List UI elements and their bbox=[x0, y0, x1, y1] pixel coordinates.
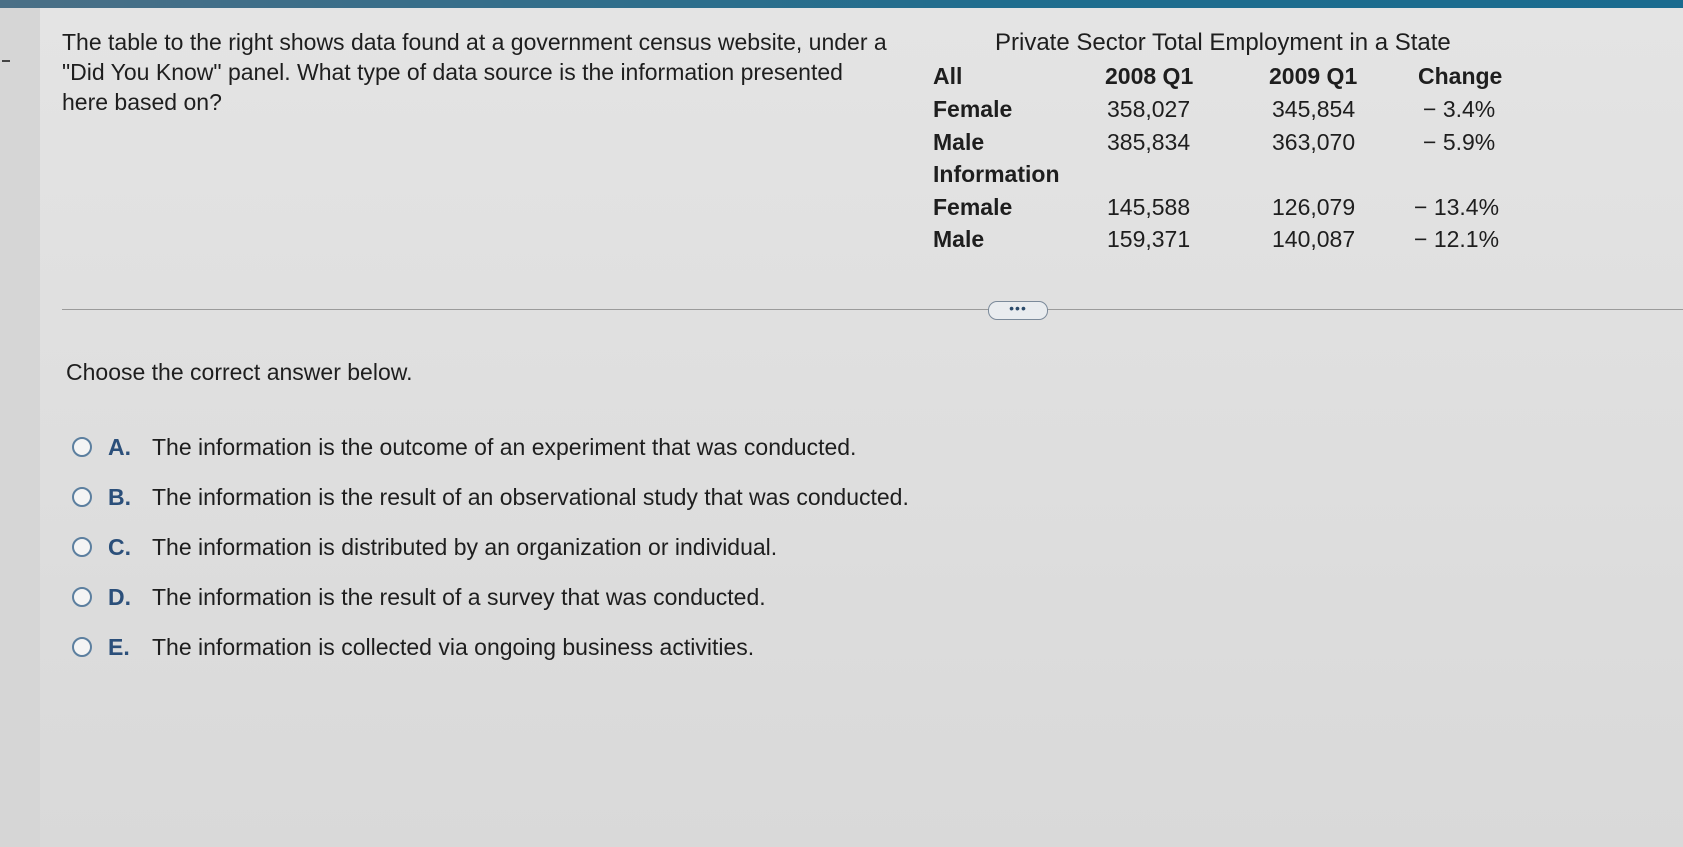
row-label: Female bbox=[933, 96, 1013, 122]
answer-option-c[interactable] bbox=[70, 532, 970, 566]
option-letter: E. bbox=[108, 634, 130, 660]
left-panel-edge bbox=[0, 8, 40, 847]
option-letter: D. bbox=[108, 584, 131, 610]
option-text[interactable]: The information is the result of an observational study that was conducted. bbox=[152, 484, 909, 510]
option-text[interactable]: The information is collected via ongoing business activities. bbox=[152, 634, 755, 660]
radio-button[interactable] bbox=[72, 537, 92, 557]
cell-2008q1: 385,834 bbox=[1107, 129, 1191, 155]
table-header-row bbox=[933, 60, 1533, 92]
cell-change: − 3.4% bbox=[1423, 96, 1496, 122]
left-edge-mark bbox=[2, 60, 10, 62]
radio-button[interactable] bbox=[72, 637, 92, 657]
answer-prompt: Choose the correct answer below. bbox=[66, 359, 413, 385]
cell-2009q1: 126,079 bbox=[1272, 194, 1356, 220]
option-letter: B. bbox=[108, 484, 131, 510]
cell-2008q1: 159,371 bbox=[1107, 226, 1191, 252]
table-title: Private Sector Total Employment in a State bbox=[995, 29, 1451, 56]
top-accent-bar bbox=[0, 0, 1683, 8]
section-divider bbox=[62, 309, 1683, 310]
table-row bbox=[933, 191, 1533, 223]
row-label: Female bbox=[933, 194, 1013, 220]
answer-option-d[interactable] bbox=[70, 582, 970, 616]
cell-2009q1: 140,087 bbox=[1272, 226, 1356, 252]
answer-option-e[interactable] bbox=[70, 632, 970, 666]
question-text: The table to the right shows data found at a government census website, under a "Did You Know" panel. What type of data source is the information presented here based on? bbox=[62, 29, 887, 115]
table-row bbox=[933, 93, 1533, 125]
answer-option-a[interactable] bbox=[70, 432, 970, 466]
cell-change: − 12.1% bbox=[1414, 226, 1500, 252]
radio-button[interactable] bbox=[72, 587, 92, 607]
cell-2009q1: 345,854 bbox=[1272, 96, 1356, 122]
radio-button[interactable] bbox=[72, 437, 92, 457]
header-2009q1: 2009 Q1 bbox=[1269, 63, 1358, 89]
option-text[interactable]: The information is the result of a survey that was conducted. bbox=[152, 584, 766, 610]
table-row bbox=[933, 126, 1533, 158]
table-row bbox=[933, 158, 1533, 190]
option-letter: C. bbox=[108, 534, 131, 560]
row-label: Male bbox=[933, 129, 985, 155]
cell-2008q1: 145,588 bbox=[1107, 194, 1191, 220]
cell-change: − 5.9% bbox=[1423, 129, 1496, 155]
header-2008q1: 2008 Q1 bbox=[1105, 63, 1194, 89]
header-all: All bbox=[933, 63, 963, 89]
option-letter: A. bbox=[108, 434, 131, 460]
expand-button[interactable]: ••• bbox=[988, 301, 1048, 320]
answer-option-b[interactable] bbox=[70, 482, 970, 516]
radio-button[interactable] bbox=[72, 487, 92, 507]
row-label: Information bbox=[933, 161, 1060, 187]
option-text[interactable]: The information is the outcome of an experiment that was conducted. bbox=[152, 434, 857, 460]
row-label: Male bbox=[933, 226, 985, 252]
header-change: Change bbox=[1418, 63, 1503, 89]
cell-change: − 13.4% bbox=[1414, 194, 1500, 220]
option-text[interactable]: The information is distributed by an organization or individual. bbox=[152, 534, 778, 560]
cell-2009q1: 363,070 bbox=[1272, 129, 1356, 155]
cell-2008q1: 358,027 bbox=[1107, 96, 1191, 122]
table-row bbox=[933, 223, 1533, 255]
